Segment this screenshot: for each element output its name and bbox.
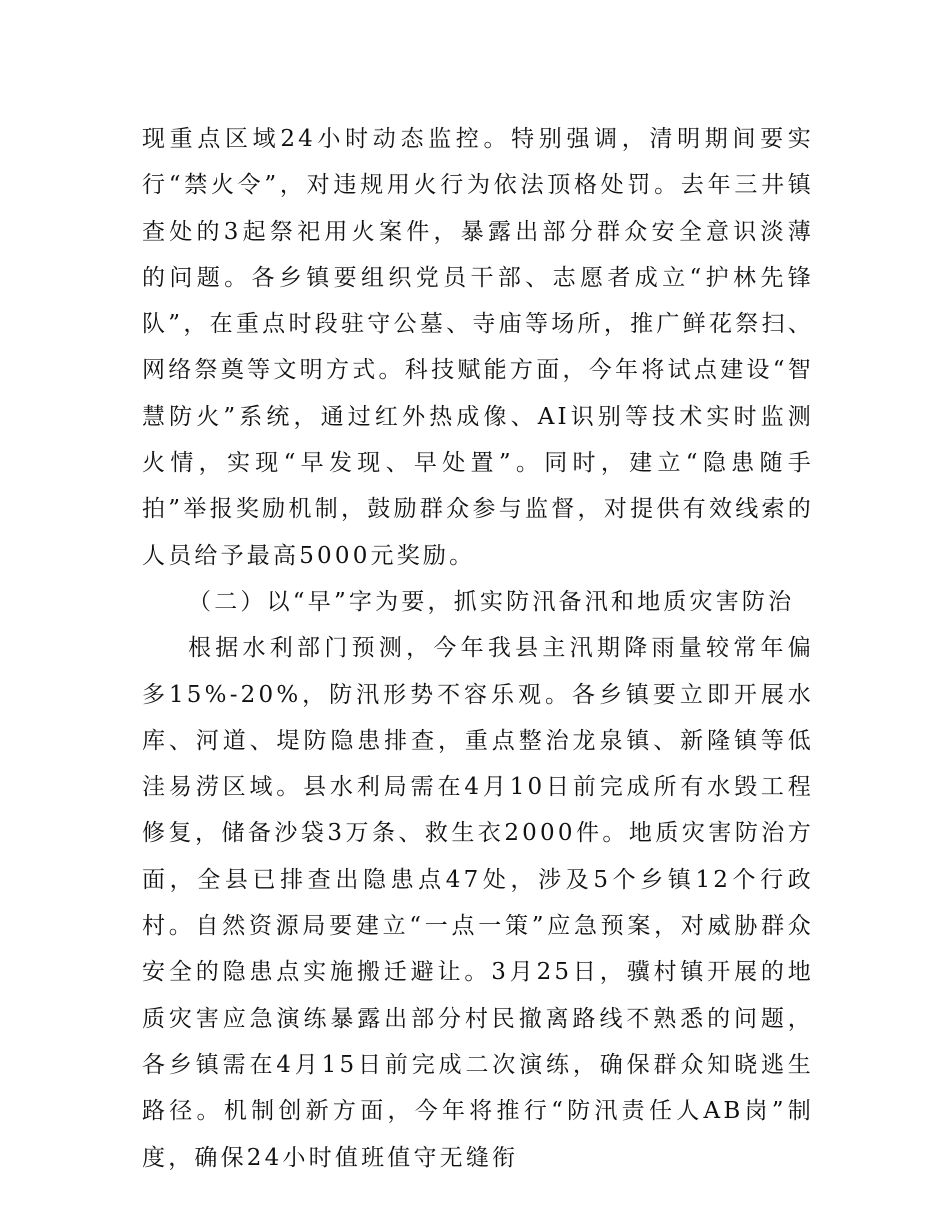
paragraph-fire-prevention: 现重点区域24小时动态监控。特别强调，清明期间要实行“禁火令”，对违规用火行为依法顶格处罚。去年三井镇查处的3起祭祀用火案件，暴露出部分群众安全意识淡薄的问题。各乡镇要组织党员干部、志愿者成立“护林先锋队”，在重点时段驻守公墓、寺庙等场所，推广鲜花祭扫、网络祭奠等文明方式。科技赋能方面，今年将试点建设“智慧防火”系统，通过红外热成像、AI识别等技术实时监测火情，实现“早发现、早处置”。同时，建立“隐患随手拍”举报奖励机制，鼓励群众参与监督，对提供有效线索的人员给予最高5000元奖励。 [142,126,814,569]
paragraph-flood-prevention: 根据水利部门预测，今年我县主汛期降雨量较常年偏多15%-20%，防汛形势不容乐观。各乡镇要立即开展水库、河道、堤防隐患排查，重点整治龙泉镇、新隆镇等低洼易涝区域。县水利局需在4月10日前完成所有水毁工程修复，储备沙袋3万条、救生衣2000件。地质灾害防治方面，全县已排查出隐患点47处，涉及5个乡镇12个行政村。自然资源局要建立“一点一策”应急预案，对威胁群众安全的隐患点实施搬迁避让。3月25日，骥村镇开展的地质灾害应急演练暴露出部分村民撤离路线不熟悉的问题，各乡镇需在4月15日前完成二次演练，确保群众知晓逃生路径。机制创新方面，今年将推行“防汛责任人AB岗”制度，确保24小时值班值守无缝衔 [142,635,814,1171]
document-body [142,116,814,1181]
section-heading-flood-prevention: （二）以“早”字为要，抓实防汛备汛和地质灾害防治 [188,588,795,615]
